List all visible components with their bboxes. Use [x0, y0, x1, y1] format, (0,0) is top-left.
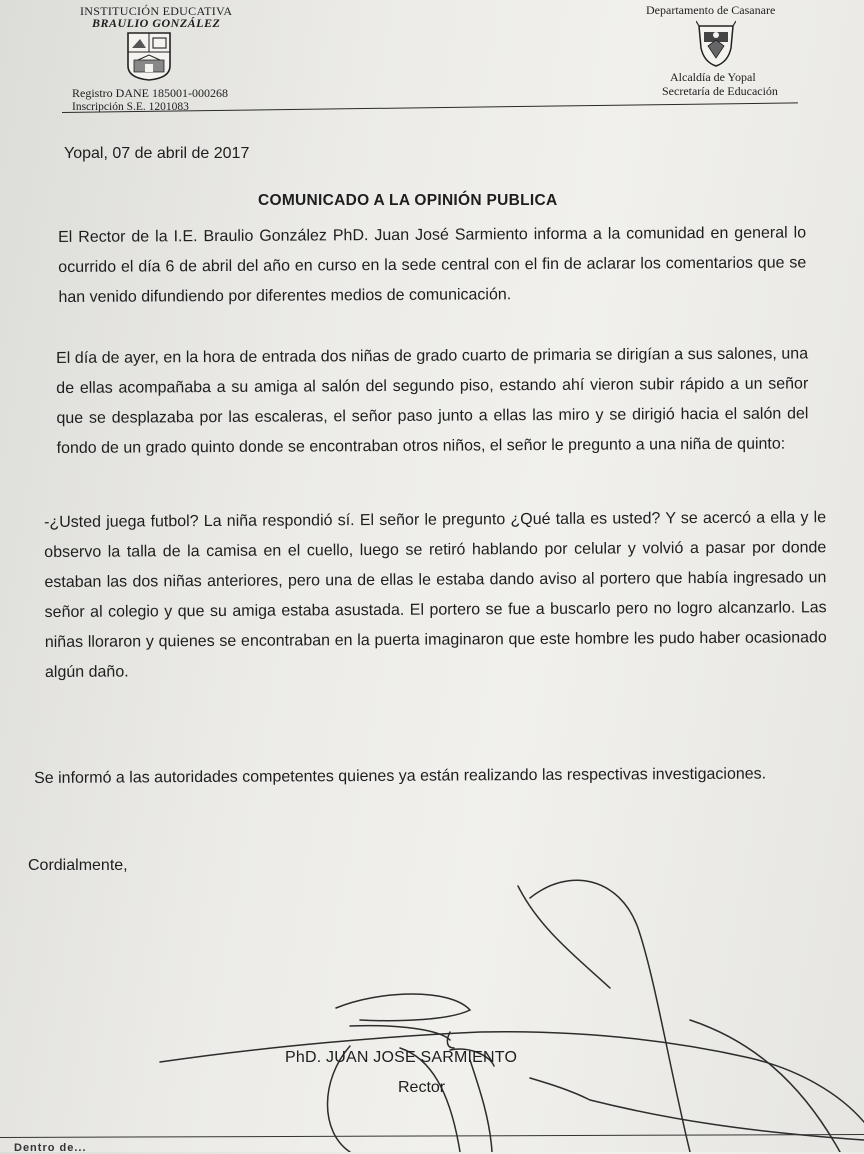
signer-role: Rector	[398, 1079, 446, 1096]
closing-salutation: Cordialmente,	[28, 857, 128, 874]
casanare-shield-icon	[696, 20, 736, 68]
signer-name: PhD. JUAN JOSE SARMIENTO	[285, 1049, 518, 1066]
document-title: COMUNICADO A LA OPINIÓN PUBLICA	[258, 192, 558, 209]
institution-label: INSTITUCIÓN EDUCATIVA	[80, 4, 233, 18]
registro-dane: Registro DANE 185001-000268	[72, 86, 228, 100]
letter-date: Yopal, 07 de abril de 2017	[64, 145, 250, 162]
paragraph-authorities: Se informó a las autoridades competentes quienes ya están realizando las respectivas investigaciones.	[34, 765, 767, 787]
institution-name: BRAULIO GONZÁLEZ	[92, 16, 221, 30]
alcaldia-name: Alcaldía de Yopal	[670, 70, 756, 84]
footer-partial-text: Dentro de...	[14, 1142, 87, 1154]
paragraph-intro: El Rector de la I.E. Braulio González PhD. Juan José Sarmiento informa a la comunidad en general lo ocurrido el día 6 de abril del año en curso en la sede central con el fin de aclarar los comentarios que se han venido difundiendo por diferentes medios de comunicación.	[58, 224, 807, 306]
department-name: Departamento de Casanare	[646, 3, 776, 17]
school-crest-icon	[124, 30, 174, 82]
secretaria-name: Secretaría de Educación	[662, 84, 778, 98]
inscripcion-se: Inscripción S.E. 1201083	[72, 101, 189, 113]
paragraph-events: El día de ayer, en la hora de entrada dos niñas de grado cuarto de primaria se dirigían a sus salones, una de ellas acompañaba a su amiga al salón del segundo piso, estando ahí vieron subir rápido a un señor que se desplazaba por las escaleras, el señor paso junto a ellas las miro y se dirigió hacia el salón del fondo de un grado quinto donde se encontraban otros niños, el señor le pregunto a una niña de quinto:	[56, 345, 809, 457]
handwritten-signature	[150, 870, 864, 1152]
paragraph-dialogue: -¿Usted juega futbol? La niña respondió sí. El señor le pregunto ¿Qué talla es usted? Y se acercó a ella y le observo la talla de la camisa en el cuello, luego se retiró hablando por celular y volvió a pasar por donde estaban las dos niñas anteriores, pero una de ellas le estaba dando aviso al portero que había ingresado un señor al colegio y que su amiga estaba asustada. El portero se fue a buscarlo pero no logro alcanzarlo. Las niñas lloraron y quienes se encontraban en la puerta imaginaron que este hombre les pudo haber ocasionado algún daño.	[44, 509, 827, 681]
